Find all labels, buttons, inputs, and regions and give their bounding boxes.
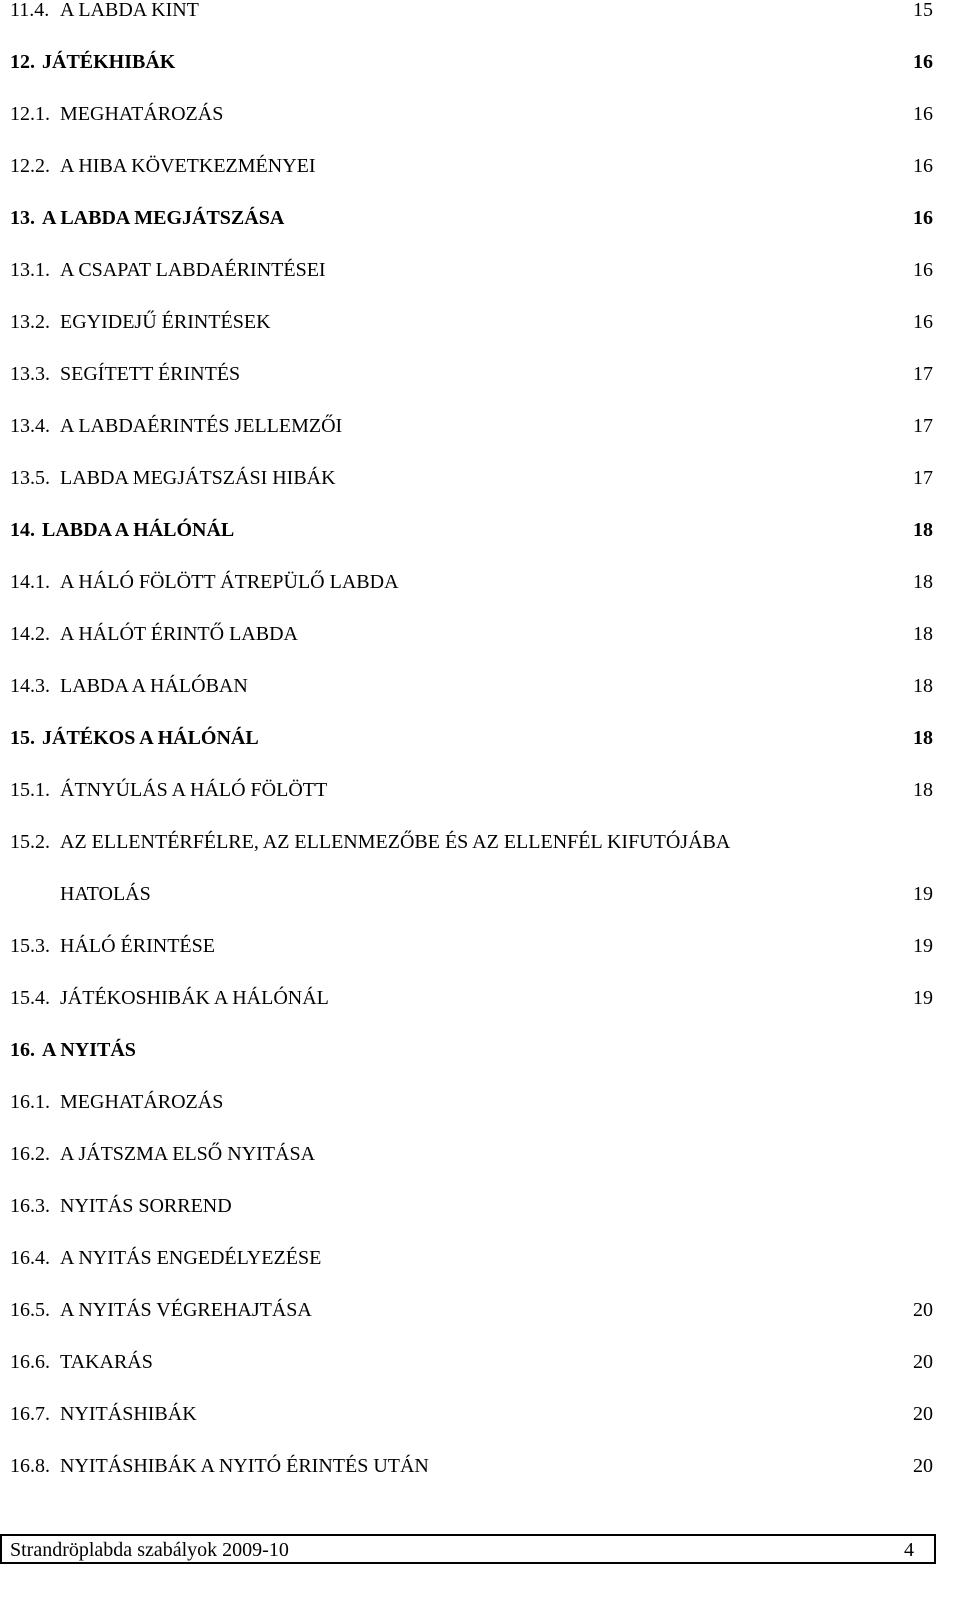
toc-page: 16 <box>913 259 933 281</box>
toc-entry[interactable] <box>10 1456 933 1508</box>
toc-number: 16.3. <box>10 1195 50 1217</box>
footer-document-title: Strandröplabda szabályok 2009-10 <box>10 1539 289 1561</box>
toc-number: 15.4. <box>10 987 50 1009</box>
toc-entry[interactable] <box>10 676 933 728</box>
toc-title: A HÁLÓT ÉRINTŐ LABDA <box>60 623 298 645</box>
toc-number: 15.2. <box>10 831 50 853</box>
table-of-contents <box>10 0 933 1508</box>
toc-entry[interactable] <box>10 52 933 104</box>
toc-entry[interactable] <box>10 936 933 988</box>
toc-page: 17 <box>913 415 933 437</box>
toc-number: 14.1. <box>10 571 50 593</box>
toc-title: NYITÁSHIBÁK <box>60 1403 197 1425</box>
toc-title: A LABDA MEGJÁTSZÁSA <box>42 207 285 229</box>
toc-title: A LABDA KINT <box>60 0 199 21</box>
toc-page: 20 <box>913 1455 933 1477</box>
toc-title: SEGÍTETT ÉRINTÉS <box>60 363 241 385</box>
toc-page: 19 <box>913 883 933 905</box>
toc-title: A NYITÁS VÉGREHAJTÁSA <box>60 1299 312 1321</box>
toc-page: 16 <box>913 155 933 177</box>
toc-entry[interactable] <box>10 416 933 468</box>
toc-number: 15. <box>10 727 35 749</box>
footer-page-number: 4 <box>904 1539 914 1561</box>
toc-entry[interactable] <box>10 624 933 676</box>
toc-title: NYITÁS SORREND <box>60 1195 232 1217</box>
toc-page: 18 <box>913 779 933 801</box>
toc-entry[interactable] <box>10 1248 933 1300</box>
toc-page: 17 <box>913 363 933 385</box>
toc-number: 16.2. <box>10 1143 50 1165</box>
toc-number: 13. <box>10 207 35 229</box>
toc-number: 13.1. <box>10 259 50 281</box>
toc-entry[interactable] <box>10 1092 933 1144</box>
toc-number: 12.2. <box>10 155 50 177</box>
toc-number: 14.2. <box>10 623 50 645</box>
toc-number: 14. <box>10 519 35 541</box>
toc-title: A LABDAÉRINTÉS JELLEMZŐI <box>60 415 343 437</box>
toc-page: 20 <box>913 1299 933 1321</box>
toc-number: 12.1. <box>10 103 50 125</box>
toc-title: AZ ELLENTÉRFÉLRE, AZ ELLENMEZŐBE ÉS AZ ELLENFÉL KIFUTÓJÁBA <box>60 831 731 853</box>
toc-number: 14.3. <box>10 675 50 697</box>
toc-entry[interactable] <box>10 1404 933 1456</box>
toc-title: JÁTÉKHIBÁK <box>42 51 176 73</box>
toc-page: 17 <box>913 467 933 489</box>
toc-entry[interactable] <box>10 520 933 572</box>
toc-number: 16.5. <box>10 1299 50 1321</box>
toc-title: LABDA MEGJÁTSZÁSI HIBÁK <box>60 467 336 489</box>
toc-page: 16 <box>913 103 933 125</box>
toc-number: 16.4. <box>10 1247 50 1269</box>
toc-number: 16.6. <box>10 1351 50 1373</box>
page-footer <box>0 1534 936 1564</box>
toc-entry[interactable] <box>10 1352 933 1404</box>
toc-title: A HÁLÓ FÖLÖTT ÁTREPÜLŐ LABDA <box>60 571 399 593</box>
toc-title: A CSAPAT LABDAÉRINTÉSEI <box>60 259 326 281</box>
toc-entry[interactable] <box>10 156 933 208</box>
toc-title: JÁTÉKOS A HÁLÓNÁL <box>42 727 259 749</box>
toc-entry[interactable] <box>10 780 933 832</box>
toc-title: HÁLÓ ÉRINTÉSE <box>60 935 215 957</box>
toc-title: ÁTNYÚLÁS A HÁLÓ FÖLÖTT <box>60 779 328 801</box>
toc-page: 18 <box>913 675 933 697</box>
toc-number: 15.1. <box>10 779 50 801</box>
toc-page: 19 <box>913 987 933 1009</box>
toc-title: A NYITÁS <box>42 1039 136 1061</box>
toc-entry[interactable] <box>10 572 933 624</box>
toc-title: EGYIDEJŰ ÉRINTÉSEK <box>60 311 271 333</box>
toc-entry[interactable] <box>10 364 933 416</box>
toc-entry[interactable] <box>10 1040 933 1092</box>
toc-title: A JÁTSZMA ELSŐ NYITÁSA <box>60 1143 316 1165</box>
toc-entry[interactable] <box>10 468 933 520</box>
toc-page: 18 <box>913 623 933 645</box>
toc-entry[interactable] <box>10 208 933 260</box>
toc-entry[interactable] <box>10 312 933 364</box>
toc-page: 16 <box>913 311 933 333</box>
toc-entry[interactable] <box>10 104 933 156</box>
toc-title: MEGHATÁROZÁS <box>60 1091 224 1113</box>
toc-title: LABDA A HÁLÓBAN <box>60 675 248 697</box>
toc-title: JÁTÉKOSHIBÁK A HÁLÓNÁL <box>60 987 329 1009</box>
toc-page: 16 <box>913 207 933 229</box>
toc-number: 16.8. <box>10 1455 50 1477</box>
toc-page: 19 <box>913 935 933 957</box>
toc-title: A NYITÁS ENGEDÉLYEZÉSE <box>60 1247 322 1269</box>
toc-title: LABDA A HÁLÓNÁL <box>42 519 235 541</box>
toc-page: 20 <box>913 1351 933 1373</box>
toc-title: TAKARÁS <box>60 1351 153 1373</box>
toc-entry[interactable] <box>10 1300 933 1352</box>
toc-number: 13.3. <box>10 363 50 385</box>
toc-number: 13.2. <box>10 311 50 333</box>
toc-title: NYITÁSHIBÁK A NYITÓ ÉRINTÉS UTÁN <box>60 1455 429 1477</box>
toc-page: 20 <box>913 1403 933 1425</box>
toc-page: 15 <box>913 0 933 21</box>
toc-number: 15.3. <box>10 935 50 957</box>
toc-number: 16.7. <box>10 1403 50 1425</box>
toc-title: A HIBA KÖVETKEZMÉNYEI <box>60 155 316 177</box>
toc-page: 18 <box>913 519 933 541</box>
toc-entry[interactable] <box>10 832 933 936</box>
toc-page: 18 <box>913 727 933 749</box>
toc-entry[interactable] <box>10 1144 933 1196</box>
toc-entry[interactable] <box>10 260 933 312</box>
toc-title-continuation: HATOLÁS <box>60 883 151 905</box>
toc-number: 16.1. <box>10 1091 50 1113</box>
toc-entry[interactable] <box>10 1196 933 1248</box>
toc-number: 11.4. <box>10 0 50 21</box>
toc-title: MEGHATÁROZÁS <box>60 103 224 125</box>
toc-entry[interactable] <box>10 728 933 780</box>
toc-entry[interactable] <box>10 988 933 1040</box>
toc-number: 16. <box>10 1039 35 1061</box>
toc-number: 13.4. <box>10 415 50 437</box>
toc-page: 16 <box>913 51 933 73</box>
toc-number: 12. <box>10 51 35 73</box>
toc-number: 13.5. <box>10 467 50 489</box>
toc-page: 18 <box>913 571 933 593</box>
toc-entry[interactable] <box>10 0 933 52</box>
